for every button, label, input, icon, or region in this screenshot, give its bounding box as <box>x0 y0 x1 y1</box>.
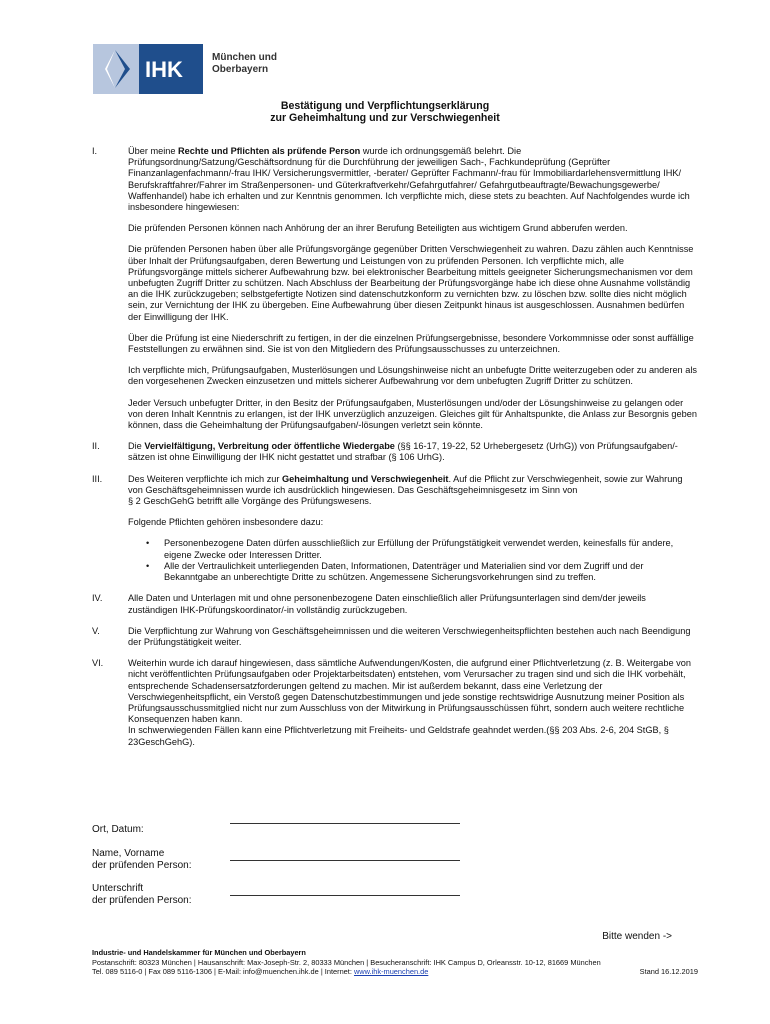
place-date-label: Ort, Datum: <box>92 824 144 835</box>
section-1 <box>92 146 697 431</box>
section-number: V. <box>92 625 100 636</box>
footer-address: Postanschrift: 80323 München | Hausanschrift: Max-Joseph-Str. 2, 80333 München | Besucheranschrift: IHK Campus D, Orleansstr. 10-12, 81669 München <box>92 957 601 967</box>
section-5 <box>92 626 697 648</box>
footer-org: Industrie- und Handelskammer für München und Oberbayern <box>92 948 306 957</box>
paragraph: Alle Daten und Unterlagen mit und ohne personenbezogene Daten einschließlich aller Prüfungsunterlagen sind dem/der jeweils zuständigen IHK-Prüfungskoordinator/-in vollständig zurückzugeben. <box>128 593 646 615</box>
footer <box>92 948 698 977</box>
footer-contact: Tel. 089 5116-0 | Fax 089 5116-1306 | E-Mail: info@muenchen.ihk.de | Internet: www.ihk-muenchen.de <box>92 967 429 977</box>
paragraph: Über meine Rechte und Pflichten als prüfende Person wurde ich ordnungsgemäß belehrt. Die Prüfungsordnung/Satzung/Geschäftsordnung für die Durchführung der jeweiligen Sach-, Fachkundeprüfung (Geprüfter Finanzanlagenfachmann/-frau IHK/ Versicherungsvermittler, -berater/ Geprüfter Fachmann/-frau für Immobiliardarlehensvermittlung IHK/ Berufskraftfahrer/Fahrer im Straßenpersonen- und Güterkraftverkehr/Gefahrgutfahrer/ Gefahrgutbeauftragte/Bewachungsgewerbe/ Waffenhandel) habe ich erhalten und zur Kenntnis genommen. Ich verpflichte mich, diese stets zu beachten. Auf Nachfolgendes wurde ich insbesondere hingewiesen: <box>128 146 690 213</box>
section-6 <box>92 658 697 748</box>
paragraph: Über die Prüfung ist eine Niederschrift zu fertigen, in der die einzelnen Prüfungsergebnisse, besondere Vorkommnisse oder sonst auffällige Feststellungen zu erwähnen sind. Sie ist von den Mitgliedern des Prüfungsausschusses zu unterzeichnen. <box>128 332 694 355</box>
list-item: • Personenbezogene Daten dürfen ausschließlich zur Erfüllung der Prüfungstätigkeit verwendet werden, keinesfalls für andere, eigene Zwecke oder Interessen Dritter. <box>128 538 697 560</box>
document-title: Bestätigung und Verpflichtungserklärung zur Geheimhaltung und zur Verschwiegenheit <box>270 100 500 124</box>
footer-date: Stand 16.12.2019 <box>639 967 698 977</box>
section-number: VI. <box>92 658 104 669</box>
name-label: Name, Vorname der prüfenden Person: <box>92 848 192 871</box>
section-2 <box>92 441 697 463</box>
paragraph: Die prüfenden Personen haben über alle Prüfungsvorgänge gegenüber Dritten Verschwiegenheit zu wahren. Dazu zählen auch Kenntnisse über Inhalt der Prüfungsaufgaben, deren Bewertung und Leistungen von zu prüfenden Personen. Ich verpflichte mich, alle Prüfungsvorgänge mittels sicherer Aufbewahrung bzw. bei elektronischer Bearbeitung mittels geeigneter Sicherungsmechanismen vor dem unbefugten Zugriff Dritter zu schützen. Nach Abschluss der Bearbeitung der Prüfungsvorgänge habe ich diese ohne Ausnahme vollständig an die IHK zurückzugeben; selbstgefertigte Notizen sind datenschutzkonform zu vernichten bzw. zu löschen bzw. sollte dies nicht möglich sein, zur Vernichtung der IHK zu übergeben. Eine Aufbewahrung über diesen Zeitpunkt hinaus ist ausgeschlossen. Ausnahmen bedürfen der Einwilligung der IHK. <box>128 244 694 322</box>
section-number: III. <box>92 473 103 484</box>
signature-label: Unterschrift der prüfenden Person: <box>92 883 192 906</box>
name-field[interactable] <box>230 860 460 861</box>
document-body <box>92 146 697 758</box>
section-number: IV. <box>92 593 103 604</box>
paragraph: Jeder Versuch unbefugter Dritter, in den Besitz der Prüfungsaufgaben, Musterlösungen und/oder der Lösungshinweise zu gelangen oder von deren Inhalt Kenntnis zu erlangen, ist der IHK unverzüglich anzuzeigen. Gleiches gilt für Anhaltspunkte, die Anlass zur Besorgnis geben können, dass die Geheimhaltung der Prüfungsaufgaben/-lösungen verletzt sein könnte. <box>128 397 697 431</box>
paragraph: Weiterhin wurde ich darauf hingewiesen, dass sämtliche Aufwendungen/Kosten, die aufgrund einer Pflichtverletzung (z. B. Weitergabe von nicht veröffentlichten Prüfungsaufgaben oder Projektarbeitsdaten) entstehen, vom Verursacher zu tragen sind und sich die IHK vorbehält, entsprechende Schadensersatzforderungen geltend zu machen. Mir ist außerdem bekannt, dass eine Verletzung der Verschwiegenheitspflicht, ein Verstoß gegen Datenschutzbestimmungen und jede sonstige rechtswidrige Ausnutzung meiner Position als Prüfungsausschussmitglied nicht nur zum Ausschluss von der Mitwirkung in Prüfungsausschüssen führt, sondern auch weitere rechtliche Konsequenzen haben kann. In schwerwiegenden Fällen kann eine Pflichtverletzung mit Freiheits- und Geldstrafe geahndet werden.(§§ 203 Abs. 2-6, 204 StGB, § 23GeschGehG). <box>128 658 691 747</box>
list-item: • Alle der Vertraulichkeit unterliegenden Daten, Informationen, Datenträger und Materialien sind vor dem Zugriff und der Bekanntgabe an unberechtigte Dritte zu schützen. Angemessene Sicherungsvorkehrungen sind zu treffen. <box>128 561 697 583</box>
turn-page-note: Bitte wenden -> <box>602 931 672 942</box>
section-3 <box>92 474 697 584</box>
paragraph: Die Vervielfältigung, Verbreitung oder öffentliche Wiedergabe (§§ 16-17, 19-22, 52 Urhebergesetz (UrhG)) von Prüfungsaufgaben/-sätzen ist ohne Einwilligung der IHK nicht gestattet und strafbar (§ 106 UrhG). <box>128 441 678 463</box>
paragraph: Des Weiteren verpflichte ich mich zur Geheimhaltung und Verschwiegenheit. Auf die Pflicht zur Verschwiegenheit, sowie zur Wahrung von Geschäftsgeheimnissen wurde ich ausdrücklich hingewiesen. Das Geschäftsgeheimnisgesetz im Sinn von § 2 GeschGehG betrifft alle Vorgänge des Prüfungswesens. <box>128 473 683 507</box>
place-date-field[interactable] <box>230 823 460 824</box>
paragraph: Ich verpflichte mich, Prüfungsaufgaben, Musterlösungen und Lösungshinweise nicht an unbefugte Dritte weiterzugeben oder zu anderen als den vorgesehenen Zwecken einzusetzen und mittels sicherer Aufbewahrung vor dem unbefugten Zugriff Dritter zu schützen. <box>128 365 697 387</box>
signature-field[interactable] <box>230 895 460 896</box>
logo-text: IHK <box>145 57 183 82</box>
logo-subtitle: München und Oberbayern <box>212 52 277 75</box>
paragraph: Die Verpflichtung zur Wahrung von Geschäftsgeheimnissen und die weiteren Verschwiegenheitspflichten bestehen auch nach Beendigung der Prüfungstätigkeit weiter. <box>128 625 691 647</box>
section-number: II. <box>92 441 100 452</box>
duty-list <box>128 538 697 583</box>
ihk-logo <box>93 44 203 94</box>
paragraph: Folgende Pflichten gehören insbesondere dazu: <box>128 517 324 528</box>
paragraph: Die prüfenden Personen können nach Anhörung der an ihrer Berufung Beteiligten aus wichtigem Grund abberufen werden. <box>128 223 628 234</box>
section-number: I. <box>92 146 98 156</box>
website-link[interactable]: www.ihk-muenchen.de <box>353 967 429 977</box>
section-4 <box>92 593 697 615</box>
